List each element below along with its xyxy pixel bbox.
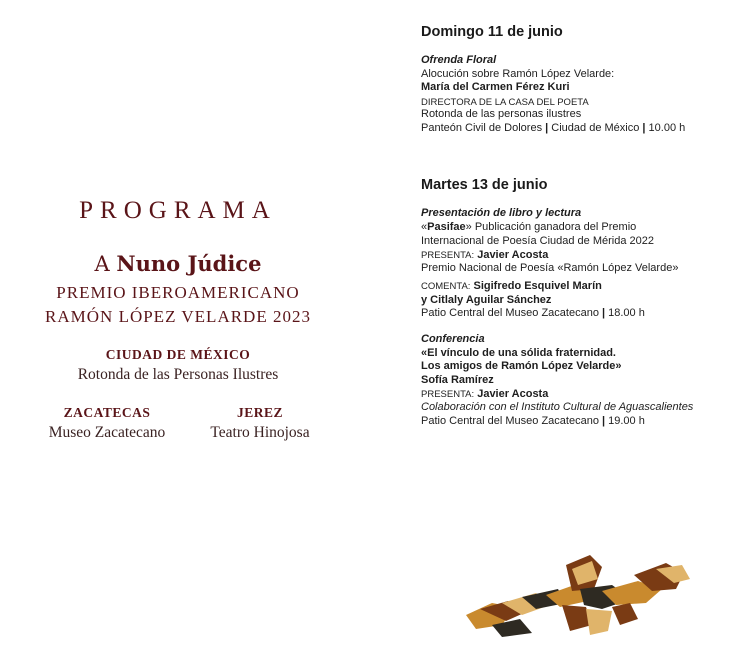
day2-event1-award: Premio Nacional de Poesía «Ramón López Velarde» <box>421 262 679 274</box>
venue-zacatecas <box>38 405 176 442</box>
prize-line-1: PREMIO IBEROAMERICANO <box>56 283 300 302</box>
day2-event2-title: Conferencia <box>421 333 485 345</box>
presenter-name: Javier Acosta <box>477 249 549 261</box>
cover-panel <box>0 0 356 652</box>
programa-heading: PROGRAMA <box>79 197 277 224</box>
day1-line-1: Alocución sobre Ramón López Velarde: <box>421 68 615 80</box>
day2-event2-location <box>421 415 645 429</box>
separator: | <box>642 122 646 134</box>
day1-location <box>421 122 685 136</box>
day1-time: 10.00 h <box>648 122 686 134</box>
presenter-label: PRESENTA: <box>421 250 475 261</box>
prize-line-2: RAMÓN LÓPEZ VELARDE 2023 <box>45 307 311 326</box>
city-venue: Rotonda de las Personas Ilustres <box>77 366 279 383</box>
day2-event1-line-2: Internacional de Poesía Ciudad de Mérida 2022 <box>421 235 654 247</box>
day2-event2-line-2: Los amigos de Ramón López Velarde» <box>421 360 622 372</box>
day2-title: Martes 13 de junio <box>421 177 548 193</box>
day2-event1-presenter <box>421 249 548 263</box>
event2-venue: Patio Central del Museo Zacatecano <box>421 415 599 427</box>
commentator-name: Sigifredo Esquivel Marín <box>473 280 602 292</box>
day2-event1-commentator-2: y Citlaly Aguilar Sánchez <box>421 294 552 306</box>
day1-speaker-role: DIRECTORA DE LA CASA DEL POETA <box>421 97 589 108</box>
city-heading: CIUDAD DE MÉXICO <box>105 347 251 362</box>
tribute-line <box>0 251 356 276</box>
separator: | <box>602 307 606 319</box>
day2-event2-line-1: «El vínculo de una sólida fraternidad. <box>421 347 616 359</box>
separator: | <box>545 122 549 134</box>
day2-event1-title: Presentación de libro y lectura <box>421 207 582 219</box>
jerez-heading: JEREZ <box>236 405 283 420</box>
jerez-venue: Teatro Hinojosa <box>210 424 310 441</box>
zacatecas-heading: ZACATECAS <box>63 405 151 420</box>
venue-jerez <box>198 405 322 442</box>
day1-venue: Rotonda de las personas ilustres <box>421 108 582 120</box>
book-title: Pasifae <box>427 221 466 233</box>
day2-event1-location <box>421 307 645 321</box>
quote-open: « <box>421 221 428 233</box>
book-description: » Publicación ganadora del Premio <box>465 221 637 233</box>
day1-speaker: María del Carmen Férez Kuri <box>421 81 570 93</box>
day2-event2-collaboration: Colaboración con el Instituto Cultural de Aguascalientes <box>421 401 694 413</box>
collage-figure-icon <box>462 545 694 641</box>
event1-time: 18.00 h <box>608 307 645 319</box>
event1-venue: Patio Central del Museo Zacatecano <box>421 307 599 319</box>
day1-cemetery: Panteón Civil de Dolores <box>421 122 543 134</box>
day1-title: Domingo 11 de junio <box>421 24 563 40</box>
separator: | <box>602 415 606 427</box>
day1-city: Ciudad de México <box>551 122 640 134</box>
commentator-label: COMENTA: <box>421 281 471 292</box>
presenter-name: Javier Acosta <box>477 388 549 400</box>
day2-event1-commentator <box>421 280 602 294</box>
day2-event2-speaker: Sofía Ramírez <box>421 374 494 386</box>
day2-event2-presenter <box>421 388 548 402</box>
zacatecas-venue: Museo Zacatecano <box>48 424 166 441</box>
event2-time: 19.00 h <box>608 415 645 427</box>
tribute-prefix: A <box>94 252 110 276</box>
presenter-label: PRESENTA: <box>421 389 475 400</box>
day2-event1-line-1 <box>421 221 636 235</box>
day1-event-title: Ofrenda Floral <box>421 54 497 66</box>
honoree-name: Nuno Júdice <box>116 251 262 276</box>
